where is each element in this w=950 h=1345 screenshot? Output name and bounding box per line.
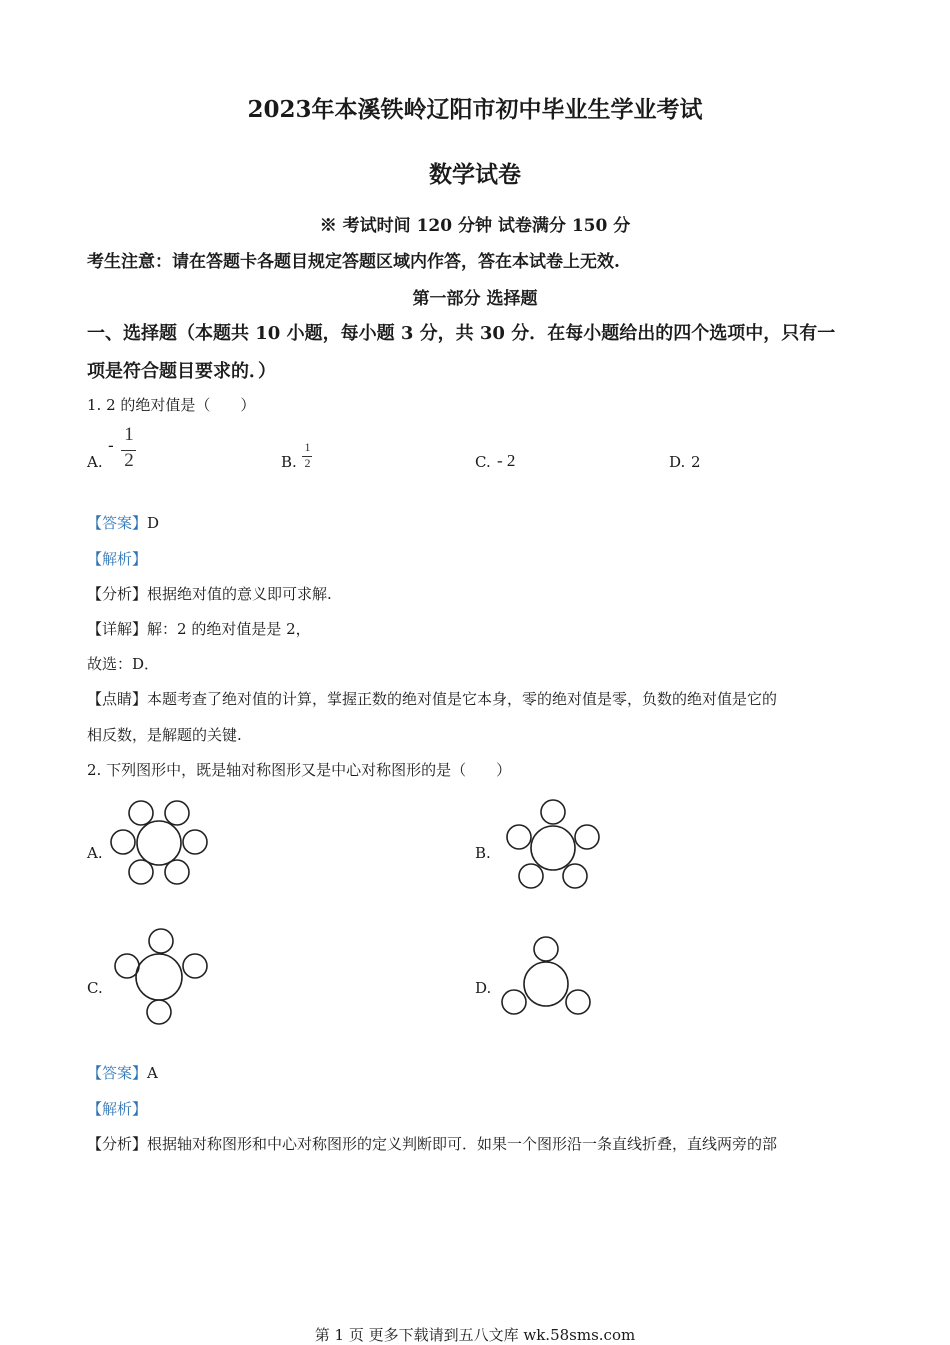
q1-option-c-value: - 2 bbox=[497, 451, 516, 470]
q2-answer bbox=[87, 1062, 158, 1083]
small-circle bbox=[183, 954, 207, 978]
q2-option-c-label: C. bbox=[87, 979, 103, 997]
small-circle bbox=[519, 864, 543, 888]
q2-answer-tag: 【答案】 bbox=[87, 1064, 148, 1082]
q1-option-d-value: 2 bbox=[691, 453, 701, 471]
exam-subtitle: 数学试卷 bbox=[429, 161, 521, 188]
q1-analysis-tag: 【解析】 bbox=[87, 550, 148, 568]
q1-xiangjie-tag: 【详解】 bbox=[87, 620, 148, 638]
q1-option-d-label: D. bbox=[669, 453, 686, 471]
small-circle bbox=[147, 1000, 171, 1024]
q2-figure-c bbox=[108, 925, 213, 1030]
q2-analysis-tag: 【解析】 bbox=[87, 1100, 148, 1118]
q1-option-b-label: B. bbox=[281, 453, 297, 471]
q2-fenxi bbox=[87, 1133, 777, 1154]
small-circle bbox=[129, 860, 153, 884]
q1-xiangjie-text: 解：2 的绝对值是是 2， bbox=[147, 620, 311, 638]
q2-figure-b bbox=[500, 797, 605, 892]
q1-fenxi-tag: 【分析】 bbox=[87, 585, 148, 603]
section-heading-line2: 项是符合题目要求的．） bbox=[87, 361, 276, 382]
q1-option-a-denominator: 2 bbox=[124, 450, 134, 471]
exam-info: ※ 考试时间 120 分钟 试卷满分 150 分 bbox=[319, 216, 631, 236]
q2-option-d-label: D. bbox=[475, 979, 492, 997]
q2-fenxi-text: 根据轴对称图形和中心对称图形的定义判断即可．如果一个图形沿一条直线折叠，直线两旁的部 bbox=[147, 1135, 778, 1153]
q1-option-c-label: C. bbox=[475, 453, 491, 471]
q1-option-b-numerator: 1 bbox=[304, 440, 311, 454]
small-circle bbox=[183, 830, 207, 854]
q1-fenxi-text: 根据绝对值的意义即可求解. bbox=[147, 585, 332, 603]
q1-xiangjie bbox=[87, 618, 311, 639]
exam-title: 2023年本溪铁岭辽阳市初中毕业生学业考试 bbox=[247, 96, 703, 123]
small-circle bbox=[502, 990, 526, 1014]
q1-answer-value: D bbox=[147, 514, 160, 532]
q1-stem: 1. 2 的绝对值是（ ） bbox=[87, 396, 256, 414]
q1-fenxi bbox=[87, 583, 332, 604]
q2-option-b-label: B. bbox=[475, 844, 491, 862]
center-circle bbox=[136, 954, 182, 1000]
small-circle bbox=[507, 825, 531, 849]
small-circle bbox=[165, 860, 189, 884]
q2-stem: 2. 下列图形中，既是轴对称图形又是中心对称图形的是（ ） bbox=[87, 761, 512, 779]
q2-answer-value: A bbox=[147, 1064, 158, 1082]
q1-answer-tag: 【答案】 bbox=[87, 514, 148, 532]
small-circle bbox=[115, 954, 139, 978]
small-circle bbox=[563, 864, 587, 888]
q1-dianjing-line1: 本题考查了绝对值的计算，掌握正数的绝对值是它本身，零的绝对值是零，负数的绝对值是它的 bbox=[147, 690, 778, 708]
small-circle bbox=[534, 937, 558, 961]
q2-figure-a bbox=[106, 796, 216, 891]
q1-option-b-denominator: 2 bbox=[304, 456, 311, 470]
small-circle bbox=[129, 801, 153, 825]
exam-notice: 考生注意：请在答题卡各题目规定答题区域内作答，答在本试卷上无效. bbox=[87, 252, 620, 272]
q2-option-a-label: A. bbox=[87, 844, 103, 862]
q1-option-a-sign: - bbox=[108, 436, 114, 456]
small-circle bbox=[541, 800, 565, 824]
center-circle bbox=[524, 962, 568, 1006]
center-circle bbox=[137, 821, 181, 865]
q1-dianjing-line2: 相反数，是解题的关键. bbox=[87, 726, 242, 744]
q1-choose: 故选：D． bbox=[87, 655, 160, 673]
part-title: 第一部分 选择题 bbox=[412, 289, 538, 309]
center-circle bbox=[531, 826, 575, 870]
page-footer: 第 1 页 更多下载请到五八文库 wk.58sms.com bbox=[314, 1326, 636, 1344]
small-circle bbox=[165, 801, 189, 825]
small-circle bbox=[566, 990, 590, 1014]
small-circle bbox=[111, 830, 135, 854]
small-circle bbox=[575, 825, 599, 849]
q1-dianjing bbox=[87, 688, 777, 709]
q1-answer bbox=[87, 512, 159, 533]
q2-fenxi-tag: 【分析】 bbox=[87, 1135, 148, 1153]
q1-dianjing-tag: 【点睛】 bbox=[87, 690, 148, 708]
small-circle bbox=[149, 929, 173, 953]
q1-option-a-numerator: 1 bbox=[124, 424, 134, 445]
q1-option-a-label: A. bbox=[87, 453, 103, 471]
section-heading-line1: 一、选择题（本题共 10 小题，每小题 3 分，共 30 分．在每小题给出的四个选项中，只有一 bbox=[87, 323, 836, 344]
q2-figure-d bbox=[496, 931, 601, 1021]
